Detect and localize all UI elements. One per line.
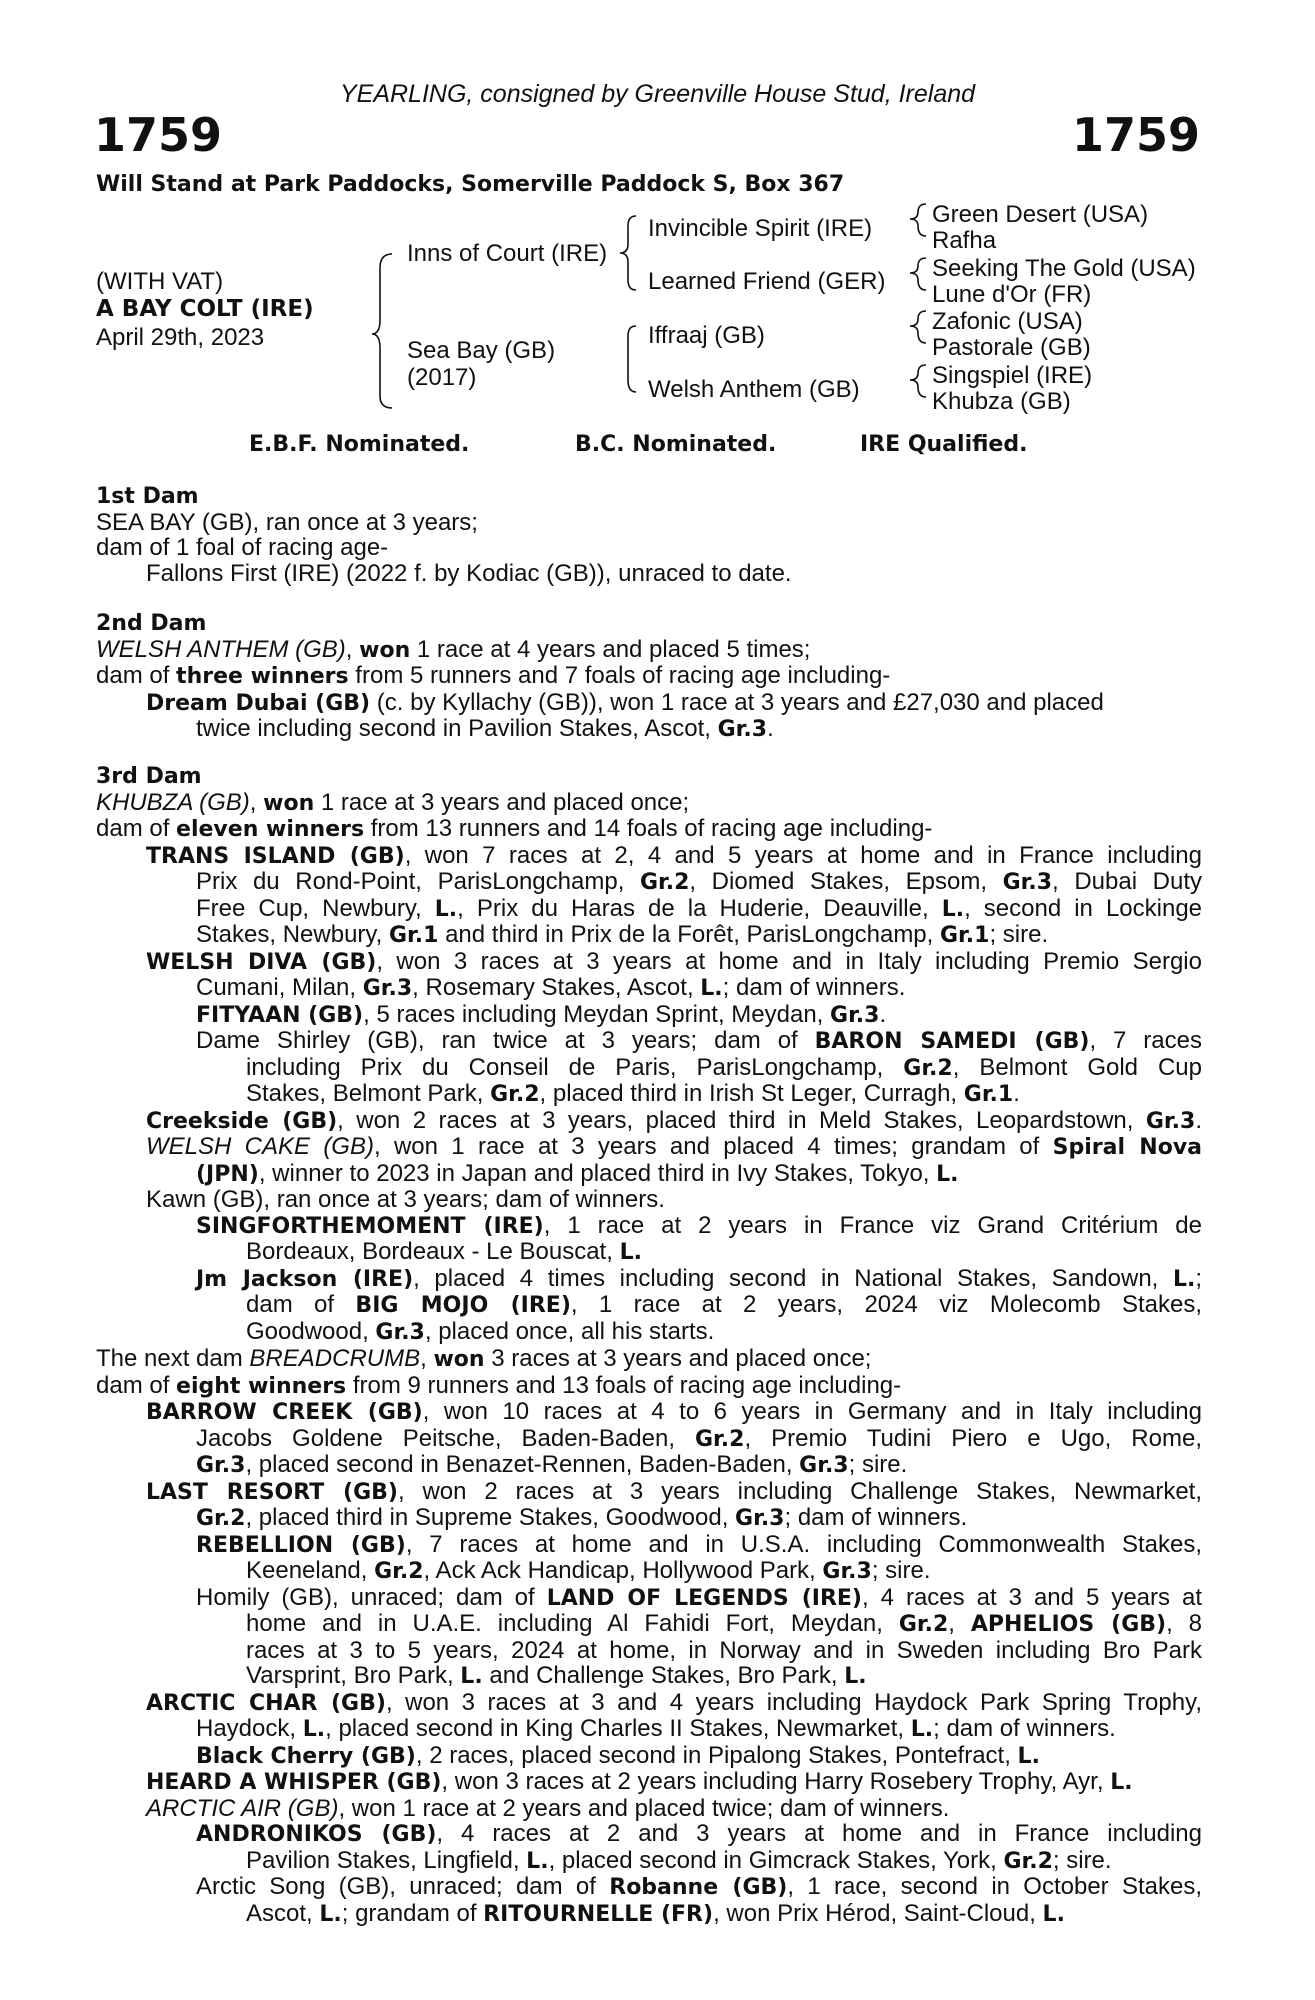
dam: Sea Bay (GB) xyxy=(407,337,556,364)
text-line: Homily (GB), unraced; dam of LAND OF LEGENDS (IRE), 4 races at 3 and 5 years at xyxy=(196,1583,1203,1611)
foaling-date: April 29th, 2023 xyxy=(96,324,265,351)
first-dam-section xyxy=(96,484,1202,586)
ancestor-dsd: Pastorale (GB) xyxy=(932,334,1091,361)
pedigree-table xyxy=(0,0,1315,420)
lot-number-left: 1759 xyxy=(94,108,223,162)
stand-location: Will Stand at Park Paddocks, Somerville Paddock S, Box 367 xyxy=(96,172,845,197)
text-line: WELSH CAKE (GB), won 1 race at 3 years and placed 4 times; grandam of Spiral Nova xyxy=(146,1133,1203,1160)
ancestor-ssd: Rafha xyxy=(932,227,997,254)
lot-number-right: 1759 xyxy=(1071,108,1200,162)
text-line: Stakes, Newbury, Gr.1 and third in Prix de la Forêt, ParisLongchamp, Gr.1; sire. xyxy=(196,921,1049,948)
text-line: races at 3 to 5 years, 2024 at home, in Norway and in Sweden including Bro Park xyxy=(246,1636,1202,1664)
text-line: dam of three winners from 5 runners and 7 foals of racing age including- xyxy=(96,662,891,689)
second-dam-section xyxy=(96,611,1202,743)
ancestor-dds: Singspiel (IRE) xyxy=(932,362,1093,389)
text-line: BARROW CREEK (GB), won 10 races at 4 to 6 years in Germany and in Italy including xyxy=(146,1398,1202,1425)
text-line: ARCTIC CHAR (GB), won 3 races at 3 and 4 years including Haydock Park Spring Trophy, xyxy=(146,1688,1202,1716)
text-line: FITYAAN (GB), 5 races including Meydan Sprint, Meydan, Gr.3. xyxy=(196,1000,887,1028)
text-line: Keeneland, Gr.2, Ack Ack Handicap, Hollywood Park, Gr.3; sire. xyxy=(246,1557,931,1584)
text-line: WELSH DIVA (GB), won 3 races at 3 years at home and in Italy including Premio Sergio xyxy=(146,947,1202,975)
text-line: Cumani, Milan, Gr.3, Rosemary Stakes, Ascot, L.; dam of winners. xyxy=(196,974,906,1001)
text-line: Black Cherry (GB), 2 races, placed second in Pipalong Stakes, Pontefract, L. xyxy=(196,1741,1040,1769)
ancestor-sdd: Lune d'Or (FR) xyxy=(932,281,1092,308)
next-dam-section xyxy=(96,1346,1202,1927)
text-line: The next dam BREADCRUMB, won 3 races at 3 years and placed once; xyxy=(96,1345,872,1372)
bc-nominated: B.C. Nominated. xyxy=(575,432,777,457)
text-line: dam of eleven winners from 13 runners and 14 foals of racing age including- xyxy=(96,815,933,842)
text-line: ARCTIC AIR (GB), won 1 race at 2 years and placed twice; dam of winners. xyxy=(146,1794,950,1822)
text-line: Gr.2, placed third in Supreme Stakes, Goodwood, Gr.3; dam of winners. xyxy=(196,1504,968,1531)
section-heading: 3rd Dam xyxy=(96,764,202,789)
text-line: Jacobs Goldene Peitsche, Baden-Baden, Gr.2, Premio Tudini Piero e Ugo, Rome, xyxy=(196,1424,1202,1452)
third-dam-section xyxy=(96,764,1202,1345)
text-line: dam of BIG MOJO (IRE), 1 race at 2 years, 2024 viz Molecomb Stakes, xyxy=(246,1291,1203,1318)
text-line: twice including second in Pavilion Stakes, Ascot, Gr.3. xyxy=(196,715,774,742)
text-line: Free Cup, Newbury, L., Prix du Haras de la Huderie, Deauville, L., second in Lockinge xyxy=(196,894,1203,922)
text-line: WELSH ANTHEM (GB), won 1 race at 4 years and placed 5 times; xyxy=(96,635,811,663)
text-line: dam of eight winners from 9 runners and 13 foals of racing age including- xyxy=(96,1371,902,1399)
text-line: Fallons First (IRE) (2022 f. by Kodiac (GB)), unraced to date. xyxy=(146,559,792,587)
ancestor-sss: Green Desert (USA) xyxy=(932,201,1149,228)
ancestor-dss: Zafonic (USA) xyxy=(932,308,1083,335)
text-line: Dame Shirley (GB), ran twice at 3 years; dam of BARON SAMEDI (GB), 7 races xyxy=(196,1027,1202,1054)
sire-sire: Invincible Spirit (IRE) xyxy=(648,215,873,242)
text-line: Varsprint, Bro Park, L. and Challenge Stakes, Bro Park, L. xyxy=(246,1662,867,1689)
text-line: Stakes, Belmont Park, Gr.2, placed third in Irish St Leger, Curragh, Gr.1. xyxy=(246,1080,1020,1107)
ancestor-ddd: Khubza (GB) xyxy=(932,388,1071,415)
horse-name: A BAY COLT (IRE) xyxy=(96,296,314,322)
text-line: Kawn (GB), ran once at 3 years; dam of winners. xyxy=(146,1186,665,1213)
text-line: Bordeaux, Bordeaux - Le Bouscat, L. xyxy=(246,1238,642,1265)
text-line: SEA BAY (GB), ran once at 3 years; xyxy=(96,508,478,536)
text-line: home and in U.A.E. including Al Fahidi Fort, Meydan, Gr.2, APHELIOS (GB), 8 xyxy=(246,1610,1203,1637)
dam-year: (2017) xyxy=(407,364,477,391)
text-line: (JPN), winner to 2023 in Japan and placed third in Ivy Stakes, Tokyo, L. xyxy=(196,1159,959,1187)
consignment-line: YEARLING, consigned by Greenville House Stud, Ireland xyxy=(339,80,976,108)
text-line: Dream Dubai (GB) (c. by Kyllachy (GB)), won 1 race at 3 years and £27,030 and placed xyxy=(146,688,1104,716)
text-line: ANDRONIKOS (GB), 4 races at 2 and 3 years at home and in France including xyxy=(196,1820,1202,1847)
text-line: Creekside (GB), won 2 races at 3 years, placed third in Meld Stakes, Leopardstown, Gr.3. xyxy=(146,1106,1202,1134)
text-line: Ascot, L.; grandam of RITOURNELLE (FR), won Prix Hérod, Saint-Cloud, L. xyxy=(246,1899,1065,1927)
text-line: Prix du Rond-Point, ParisLongchamp, Gr.2, Diomed Stakes, Epsom, Gr.3, Dubai Duty xyxy=(196,868,1202,895)
text-line: dam of 1 foal of racing age- xyxy=(96,534,389,561)
text-line: KHUBZA (GB), won 1 race at 3 years and placed once; xyxy=(96,788,690,816)
pedigree-brackets xyxy=(0,0,1315,420)
text-line: including Prix du Conseil de Paris, ParisLongchamp, Gr.2, Belmont Gold Cup xyxy=(246,1053,1203,1081)
dam-dam: Welsh Anthem (GB) xyxy=(648,376,860,403)
text-line: Gr.3, placed second in Benazet-Rennen, Baden-Baden, Gr.3; sire. xyxy=(196,1451,908,1478)
text-line: TRANS ISLAND (GB), won 7 races at 2, 4 and 5 years at home and in France including xyxy=(146,841,1202,869)
ebf-nominated: E.B.F. Nominated. xyxy=(249,432,470,457)
text-line: Pavilion Stakes, Lingfield, L., placed second in Gimcrack Stakes, York, Gr.2; sire. xyxy=(246,1846,1112,1874)
vat-note: (WITH VAT) xyxy=(96,268,224,295)
ire-qualified: IRE Qualified. xyxy=(860,432,1028,457)
text-line: REBELLION (GB), 7 races at home and in U.S.A. including Commonwealth Stakes, xyxy=(196,1530,1203,1558)
section-heading: 1st Dam xyxy=(96,484,199,509)
text-line: HEARD A WHISPER (GB), won 3 races at 2 years including Harry Rosebery Trophy, Ayr, L. xyxy=(146,1768,1133,1795)
text-line: Arctic Song (GB), unraced; dam of Robanne (GB), 1 race, second in October Stakes, xyxy=(196,1873,1202,1900)
text-line: Jm Jackson (IRE), placed 4 times including second in National Stakes, Sandown, L.; xyxy=(196,1264,1203,1292)
text-line: SINGFORTHEMOMENT (IRE), 1 race at 2 years in France viz Grand Critérium de xyxy=(196,1211,1202,1239)
text-line: Haydock, L., placed second in King Charles II Stakes, Newmarket, L.; dam of winners. xyxy=(196,1715,1116,1742)
text-line: Goodwood, Gr.3, placed once, all his starts. xyxy=(246,1317,715,1345)
section-heading: 2nd Dam xyxy=(96,611,207,636)
text-line: LAST RESORT (GB), won 2 races at 3 years including Challenge Stakes, Newmarket, xyxy=(146,1477,1203,1505)
ancestor-sds: Seeking The Gold (USA) xyxy=(932,255,1196,282)
dam-sire: Iffraaj (GB) xyxy=(648,322,765,349)
sire: Inns of Court (IRE) xyxy=(407,240,608,267)
sire-dam: Learned Friend (GER) xyxy=(648,268,886,295)
